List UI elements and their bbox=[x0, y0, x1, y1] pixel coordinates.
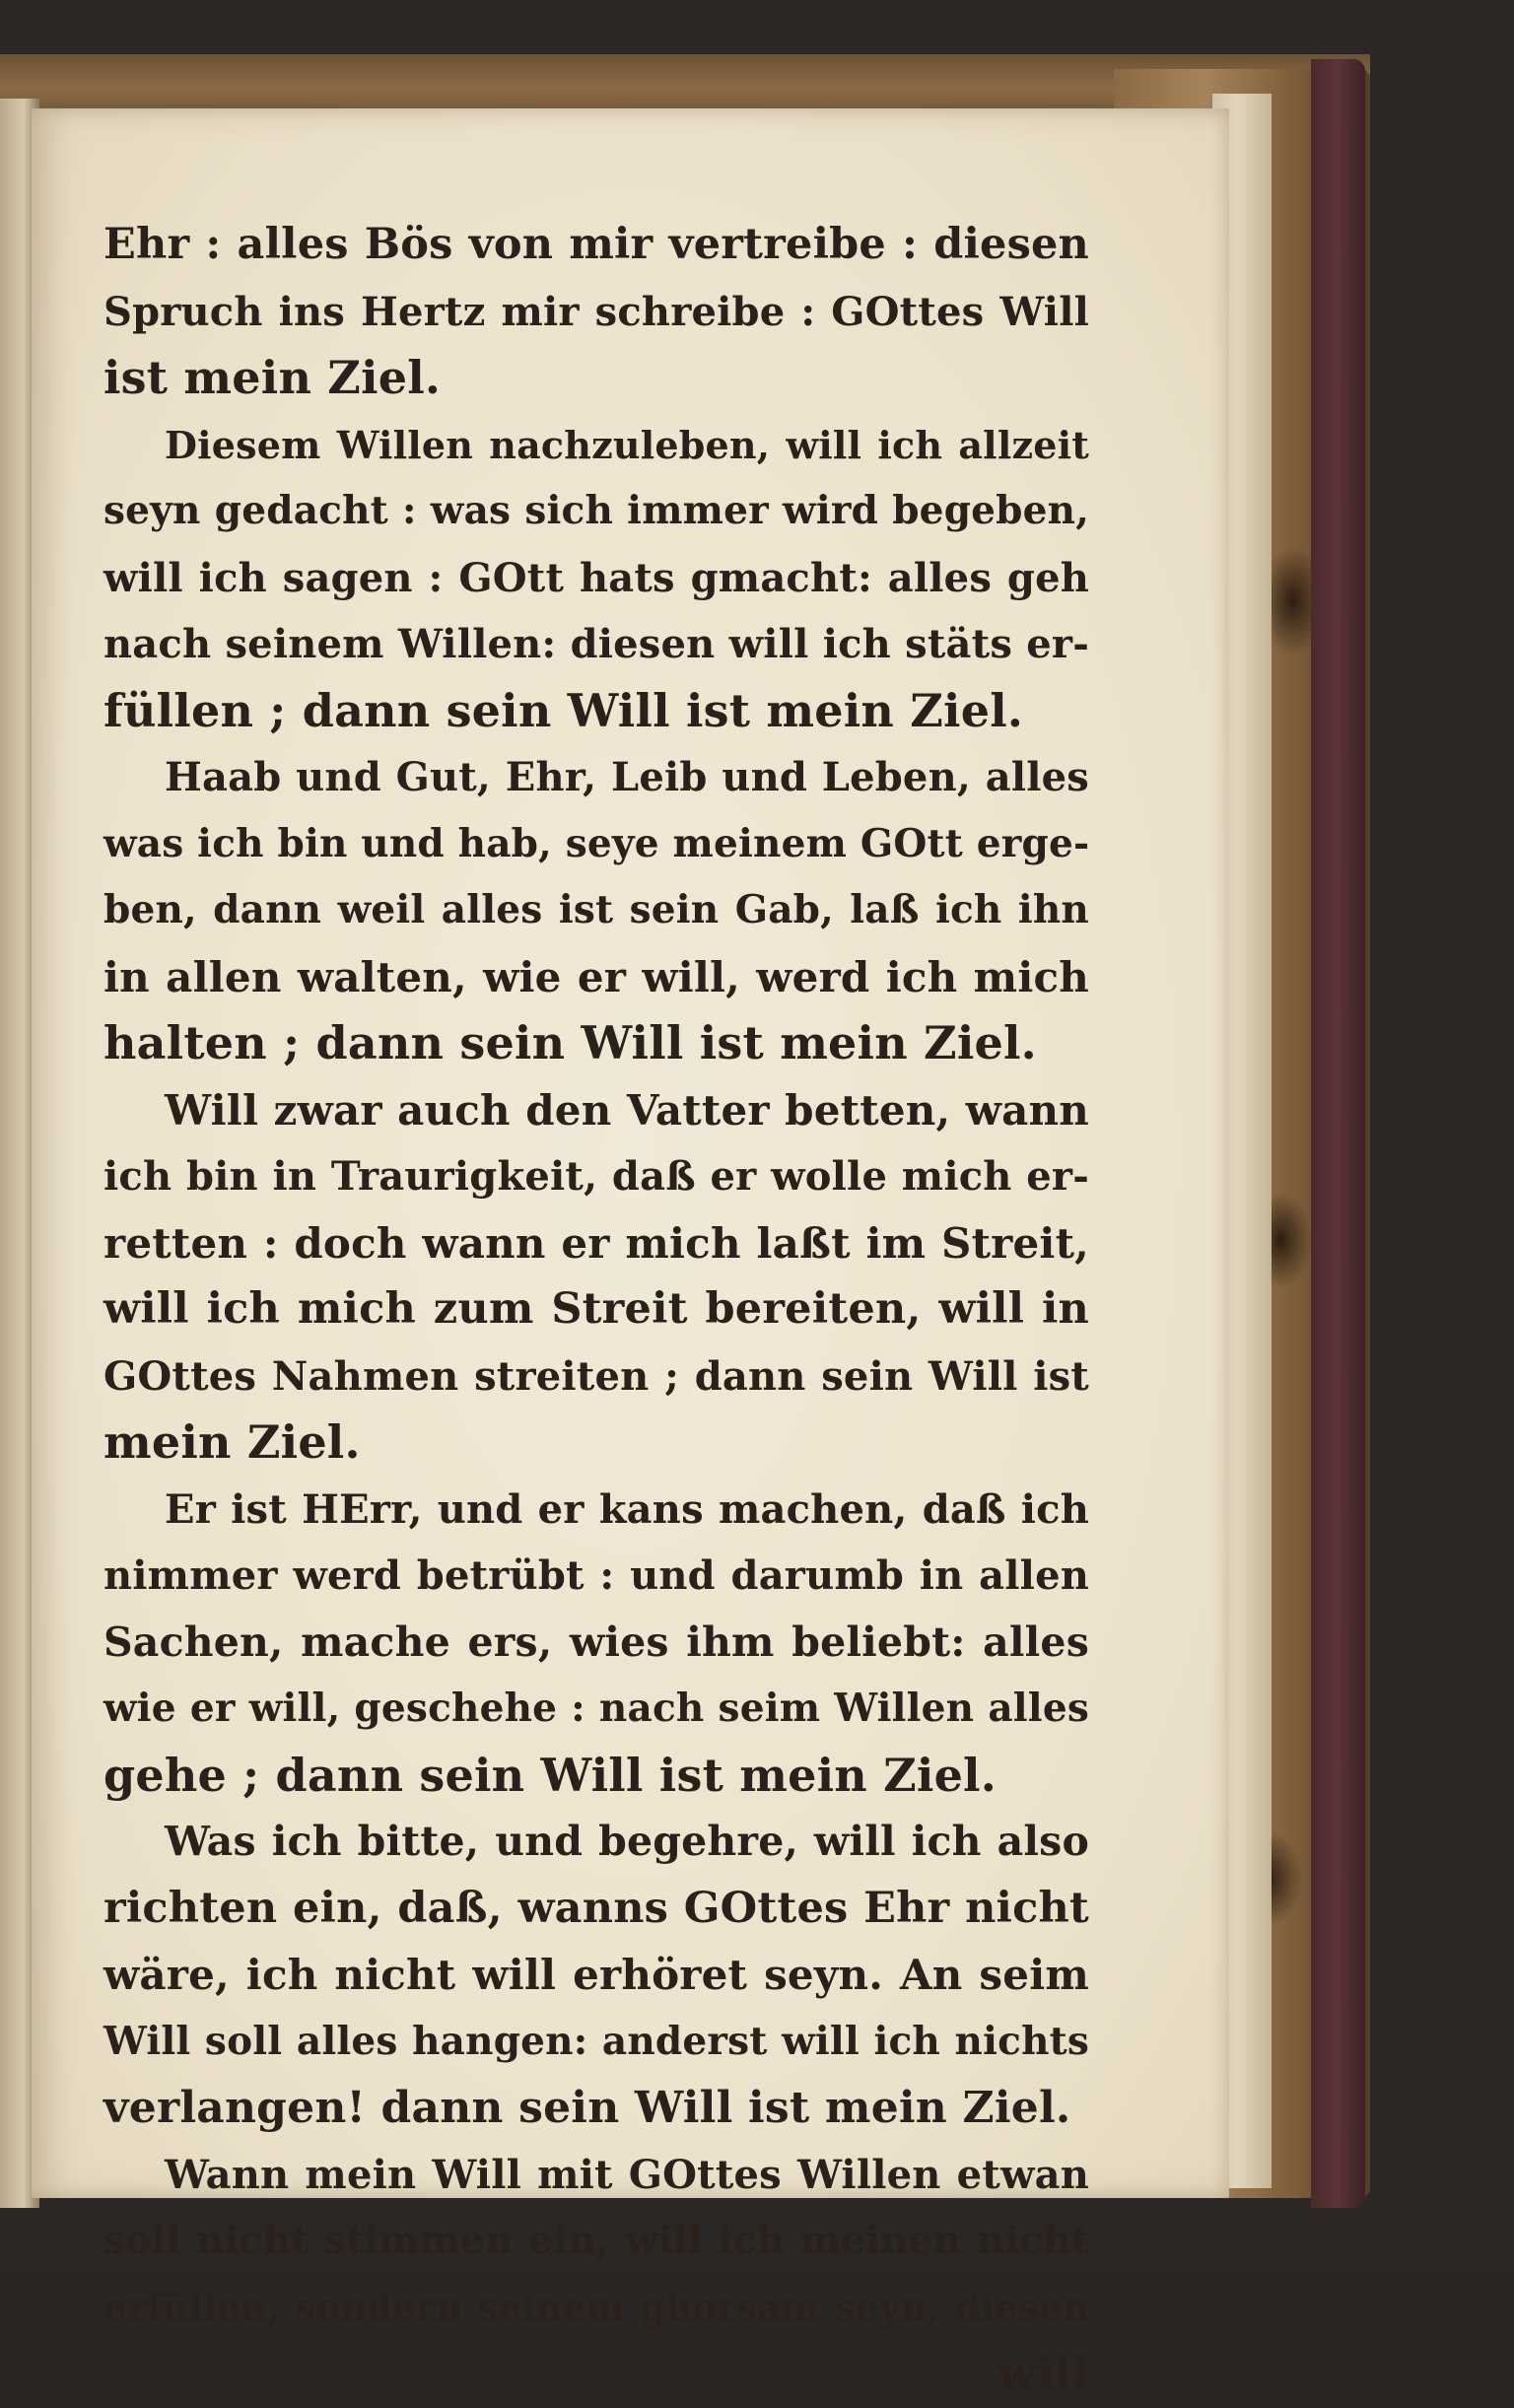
text-line: Wann mein Will mit GOttes Willen etwan bbox=[165, 2151, 1089, 2198]
text-line: Was ich bitte, und begehre, will ich also bbox=[165, 1818, 1089, 1865]
text-line: mein Ziel. bbox=[103, 1415, 361, 1469]
page-text bbox=[103, 212, 1089, 2408]
text-line: was ich bin und hab, seye meinem GOtt erge- bbox=[103, 820, 1090, 866]
text-line: Sachen, mache ers, wies ihm beliebt: alles bbox=[103, 1617, 1089, 1666]
text-line: Ehr : alles Bös von mir vertreibe : diesen bbox=[103, 220, 1089, 269]
text-line: will ich mich zum Streit bereiten, will in bbox=[103, 1284, 1089, 1334]
text-line: will ich sagen : GOtt hats gmacht: alles geh bbox=[103, 554, 1089, 601]
text-line: retten : doch wann er mich laßt im Streit, bbox=[103, 1218, 1089, 1268]
cover-leather-edge bbox=[1311, 59, 1365, 2208]
text-line: erfüllen, sondern seinem ghorsam seyn, diesen bbox=[103, 2285, 1089, 2329]
text-line: wäre, ich nicht will erhöret seyn. An seim bbox=[103, 1951, 1089, 1999]
text-line: in allen walten, wie er will, werd ich mich bbox=[103, 952, 1089, 1001]
text-line: wie er will, geschehe : nach seim Willen alles bbox=[103, 1686, 1089, 1731]
text-line: richten ein, daß, wanns GOttes Ehr nicht bbox=[103, 1883, 1089, 1933]
text-line: soll nicht stimmen ein, will ich meinen nicht bbox=[103, 2218, 1089, 2263]
text-line: nimmer werd betrübt : und darumb in allen bbox=[103, 1552, 1089, 1599]
text-line: Diesem Willen nachzuleben, will ich allzeit bbox=[165, 422, 1089, 467]
text-line: gehe ; dann sein Will ist mein Ziel. bbox=[103, 1748, 997, 1802]
text-line: GOttes Nahmen streiten ; dann sein Will ist bbox=[103, 1352, 1089, 1400]
text-line: seyn gedacht : was sich immer wird begeben, bbox=[103, 488, 1089, 533]
text-line: Will zwar auch den Vatter betten, wann bbox=[165, 1085, 1089, 1135]
text-line: Er ist HErr, und er kans machen, daß ich bbox=[165, 1485, 1089, 1533]
text-line: Haab und Gut, Ehr, Leib und Leben, alles bbox=[165, 754, 1089, 800]
text-line: Will soll alles hangen: anderst will ich nichts bbox=[103, 2018, 1089, 2064]
text-line: nach seinem Willen: diesen will ich stäts er- bbox=[103, 621, 1089, 667]
text-line: ich bin in Traurigkeit, daß er wolle mich er- bbox=[103, 1153, 1089, 1200]
text-line: verlangen! dann sein Will ist mein Ziel. bbox=[103, 2083, 1071, 2133]
text-line: ist mein Ziel. bbox=[103, 351, 442, 404]
catchword: will bbox=[998, 2347, 1089, 2400]
text-line: halten ; dann sein Will ist mein Ziel. bbox=[103, 1016, 1037, 1069]
text-line: füllen ; dann sein Will ist mein Ziel. bbox=[103, 683, 1024, 737]
text-line: ben, dann weil alles ist sein Gab, laß ich ihn bbox=[103, 887, 1089, 932]
text-line: Spruch ins Hertz mir schreibe : GOttes Will bbox=[103, 288, 1089, 335]
